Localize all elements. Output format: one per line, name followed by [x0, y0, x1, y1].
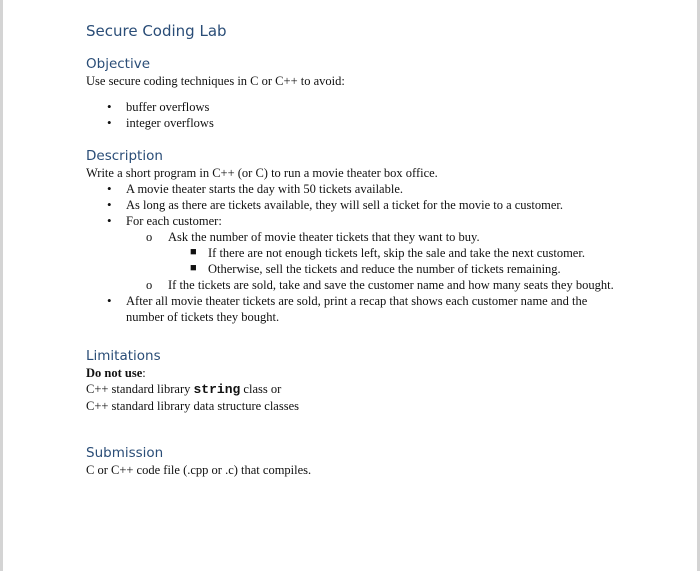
square-bullet-icon: ■ — [190, 246, 197, 258]
page-left-edge — [0, 0, 3, 571]
list-item: • integer overflows — [107, 115, 214, 130]
code-string: string — [193, 382, 241, 397]
sub-list-item: o If the tickets are sold, take and save the customer name and how many seats they bought. — [146, 278, 614, 292]
list-item: • A movie theater starts the day with 50 tickets available. — [107, 181, 404, 196]
list-item: • For each customer: — [107, 213, 222, 228]
list-item: • As long as there are tickets available, they will sell a ticket for the movie to a customer. — [107, 197, 564, 212]
document-title: Secure Coding Lab — [86, 22, 227, 40]
bullet-icon: • — [107, 99, 112, 114]
sub-sub-list-item: ■ If there are not enough tickets left, skip the sale and take the next customer. — [190, 246, 585, 260]
square-bullet-icon: ■ — [190, 262, 197, 274]
circle-bullet-icon: o — [146, 278, 153, 292]
limitations-do-not-use: Do not use: — [86, 366, 146, 380]
bullet-icon: • — [107, 293, 112, 308]
circle-bullet-icon: o — [146, 230, 153, 244]
objective-intro: Use secure coding techniques in C or C++ to avoid: — [86, 74, 345, 88]
bullet-icon: • — [107, 115, 112, 130]
description-heading: Description — [86, 148, 163, 164]
description-intro: Write a short program in C++ (or C) to run a movie theater box office. — [86, 166, 438, 180]
list-item: • After all movie theater tickets are sold, print a recap that shows each customer name and the number of tickets they bought. — [107, 293, 588, 324]
limitations-heading: Limitations — [86, 348, 161, 364]
limitations-line-2: C++ standard library data structure classes — [86, 399, 299, 413]
sub-sub-list-item: ■ Otherwise, sell the tickets and reduce the number of tickets remaining. — [190, 262, 561, 276]
description-list — [86, 181, 626, 325]
bullet-icon: • — [107, 197, 112, 212]
submission-heading: Submission — [86, 445, 164, 461]
submission-text: C or C++ code file (.cpp or .c) that compiles. — [86, 463, 312, 477]
sub-list-item: o Ask the number of movie theater tickets that they want to buy. — [146, 230, 480, 244]
objective-heading: Objective — [86, 56, 151, 72]
bullet-icon: • — [107, 213, 112, 228]
limitations-line-1: C++ standard library string class or — [86, 382, 282, 397]
bullet-icon: • — [107, 181, 112, 196]
document-content — [86, 20, 626, 478]
list-item: • buffer overflows — [107, 99, 210, 114]
objective-list — [86, 99, 626, 131]
